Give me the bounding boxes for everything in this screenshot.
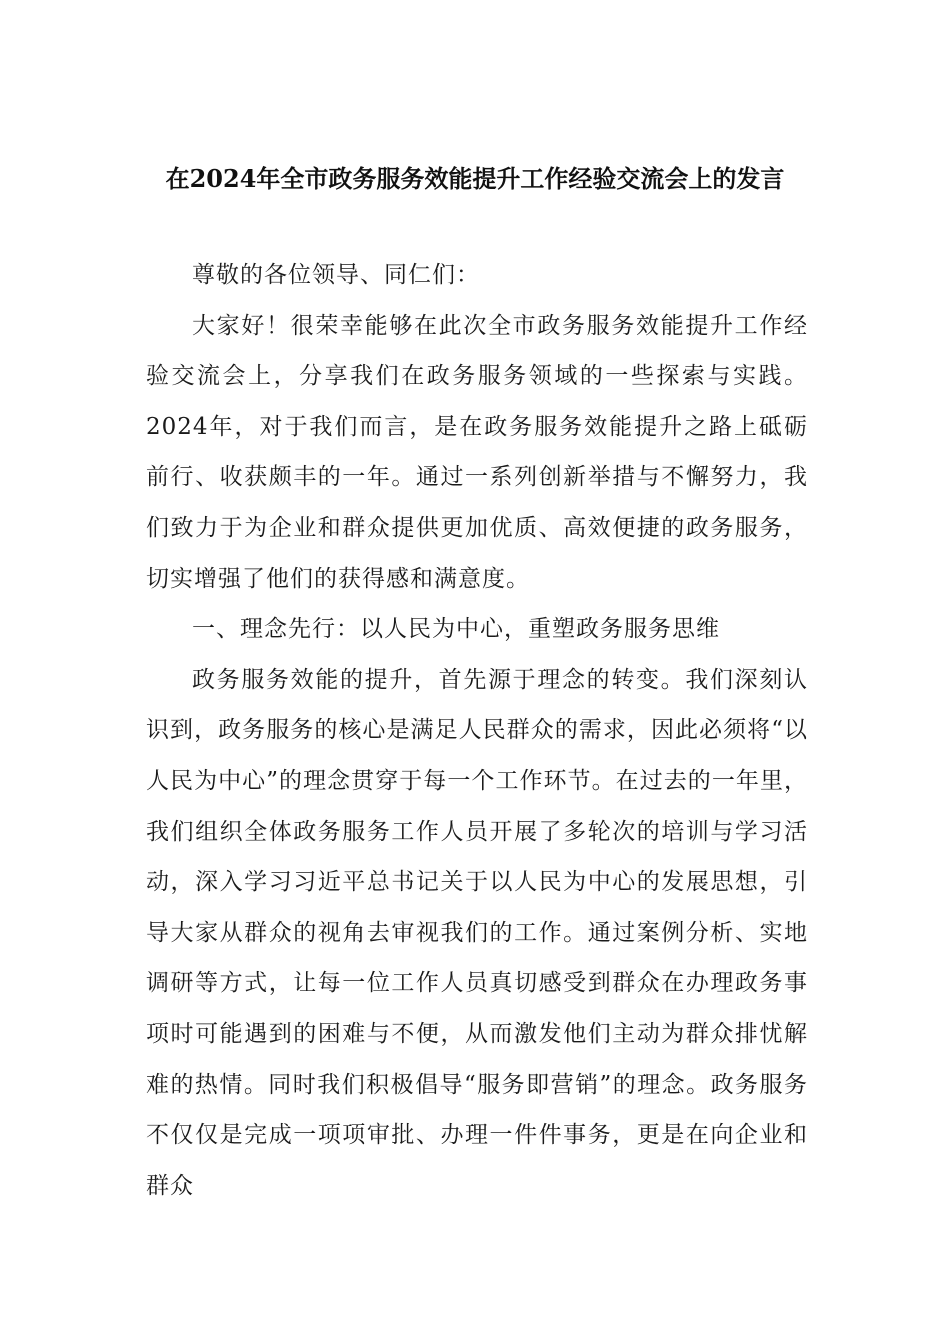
document-body	[146, 250, 808, 1211]
section-heading-1: 一、理念先行：以人民为中心，重塑政务服务思维	[192, 616, 720, 643]
document-title: 在2024年全市政务服务效能提升工作经验交流会上的发言	[165, 164, 785, 193]
paragraph-section-1: 政务服务效能的提升，首先源于理念的转变。我们深刻认识到，政务服务的核心是满足人民群众的需求，因此必须将“以人民为中心”的理念贯穿于每一个工作环节。在过去的一年里，我们组织全体政务服务工作人员开展了多轮次的培训与学习活动，深入学习习近平总书记关于以人民为中心的发展思想，引导大家从群众的视角去审视我们的工作。通过案例分析、实地调研等方式，让每一位工作人员真切感受到群众在办理政务事项时可能遇到的困难与不便，从而激发他们主动为群众排忧解难的热情。同时我们积极倡导“服务即营销”的理念。政务服务不仅仅是完成一项项审批、办理一件件事务，更是在向企业和群众	[146, 666, 808, 1199]
paragraph-greeting: 大家好！很荣幸能够在此次全市政务服务效能提升工作经验交流会上，分享我们在政务服务领域的一些探索与实践。2024年，对于我们而言，是在政务服务效能提升之路上砥砺前行、收获颇丰的一年。通过一系列创新举措与不懈努力，我们致力于为企业和群众提供更加优质、高效便捷的政务服务，切实增强了他们的获得感和满意度。	[146, 312, 808, 592]
paragraph-salutation: 尊敬的各位领导、同仁们：	[192, 262, 480, 288]
